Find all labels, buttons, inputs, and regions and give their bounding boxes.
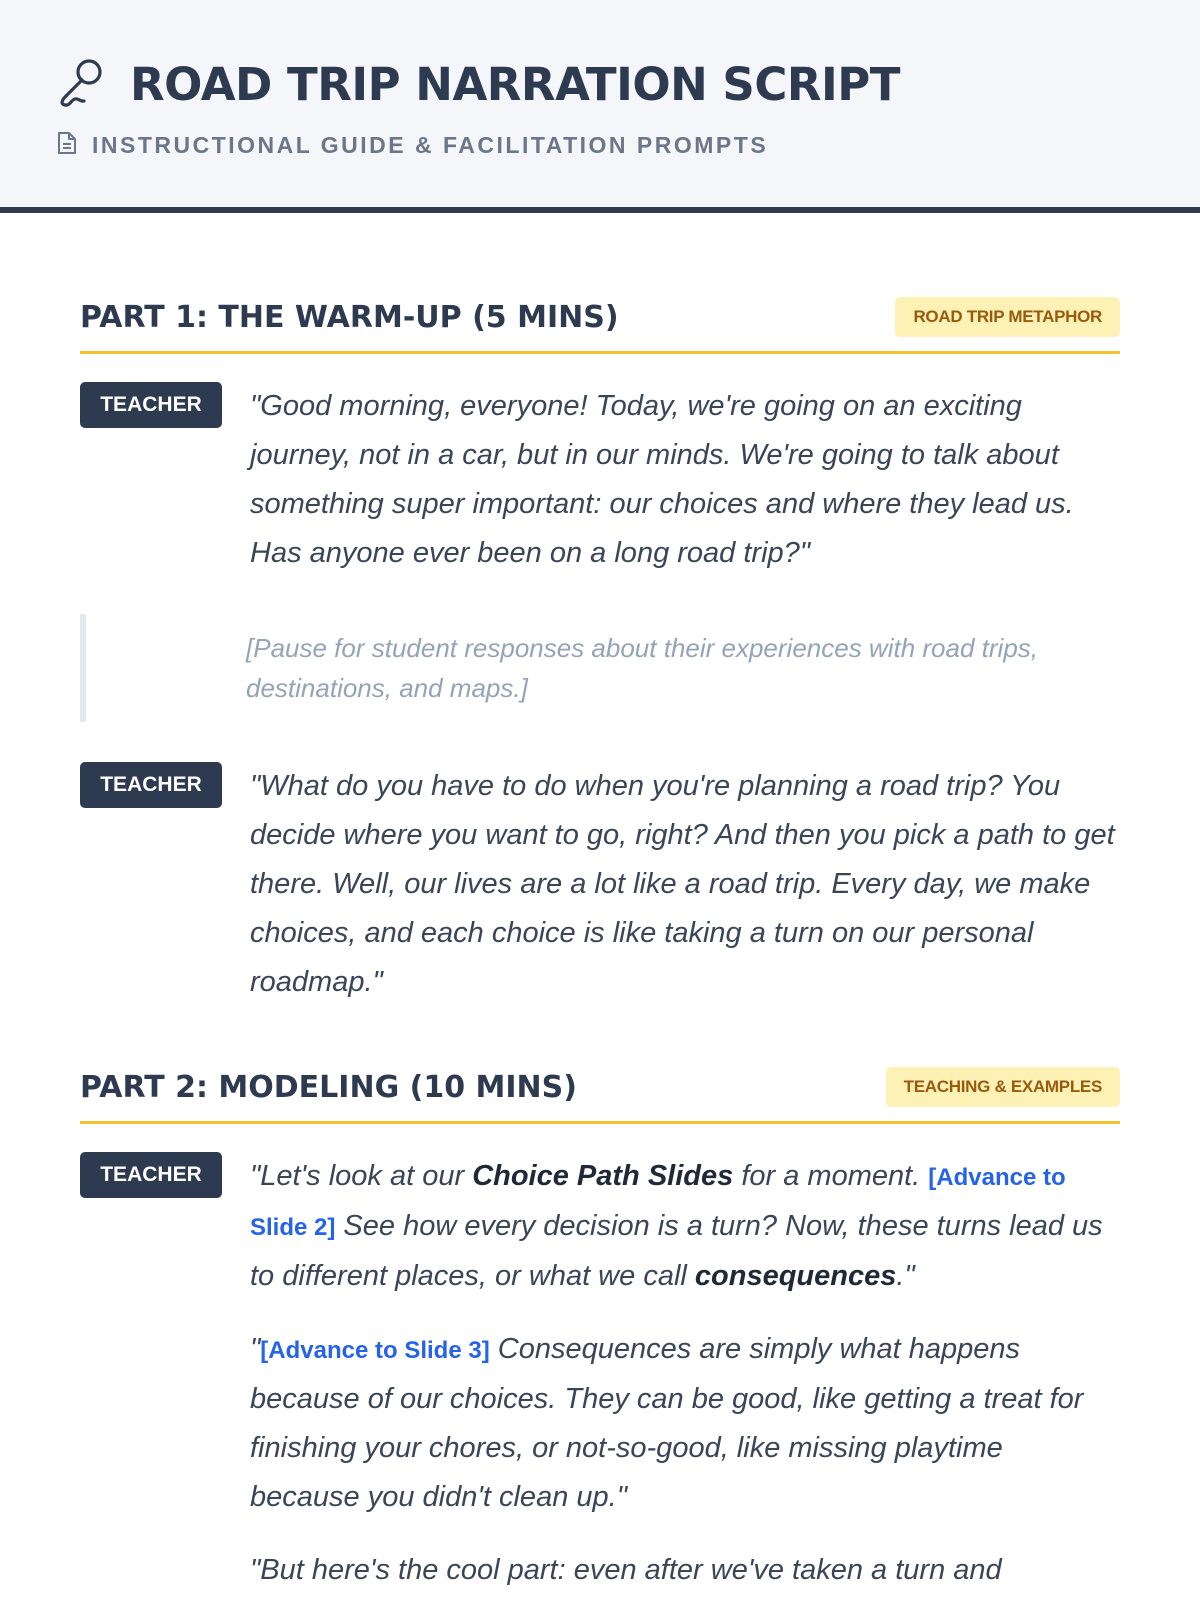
speech-paragraph: "[Advance to Slide 3] Consequences are simply what happens because of our choices. They can be good, like getting a treat for finishing your chores, or not-so-good, like missing playtime because you didn't clean up.": [250, 1333, 1084, 1513]
speech-text: [250, 382, 1120, 578]
page-subtitle: INSTRUCTIONAL GUIDE & FACILITATION PROMPTS: [92, 132, 769, 158]
script-content: [0, 213, 1200, 1595]
dialogue-line: [80, 1152, 1120, 1595]
speaker-badge: TEACHER: [80, 762, 222, 808]
section-tag: TEACHING & EXAMPLES: [886, 1067, 1120, 1107]
subtitle-row: [56, 131, 1200, 160]
emphasis-text: Choice Path Slides: [472, 1160, 734, 1192]
document-icon: [56, 131, 92, 160]
dialogue-line: [80, 382, 1120, 578]
speech-paragraph: "But here's the cool part: even after we've taken a turn and: [250, 1554, 1002, 1586]
speech-paragraph: "What do you have to do when you're planning a road trip? You decide where you want to go, right? And then you pick a path to get there. Well, our lives are a lot like a road trip. Every day, we make choices, and each choice is like taking a turn on our personal roadmap.": [250, 770, 1115, 998]
slide-cue: [Advance to Slide 2]: [250, 1164, 1066, 1241]
section-part-1: [80, 297, 1120, 1007]
section-title: PART 1: THE WARM-UP (5 MINS): [80, 299, 619, 335]
page-title: ROAD TRIP NARRATION SCRIPT: [130, 58, 900, 111]
section-part-2: [80, 1067, 1120, 1595]
microphone-icon: [56, 56, 130, 113]
section-header: [80, 1067, 1120, 1124]
stage-direction: [Pause for student responses about their experiences with road trips, destinations, and maps.]: [80, 614, 1120, 722]
page-header: [0, 0, 1200, 213]
dialogue-line: [80, 762, 1120, 1007]
section-title: PART 2: MODELING (10 MINS): [80, 1069, 577, 1105]
speaker-badge: TEACHER: [80, 382, 222, 428]
emphasis-text: consequences: [694, 1260, 897, 1292]
speech-paragraph: "Good morning, everyone! Today, we're going on an exciting journey, not in a car, but in our minds. We're going to talk about something super important: our choices and where they lead us. Has anyone ever been on a long road trip?": [250, 390, 1074, 569]
title-row: [56, 56, 1200, 113]
speech-paragraph: "Let's look at our Choice Path Slides for a moment. [Advance to Slide 2] See how every decision is a turn? Now, these turns lead us to different places, or what we call consequences.": [250, 1160, 1103, 1292]
speech-text: [250, 762, 1120, 1007]
section-tag: ROAD TRIP METAPHOR: [895, 297, 1120, 337]
slide-cue: [Advance to Slide 3]: [260, 1337, 490, 1364]
speech-text: [250, 1152, 1120, 1595]
section-header: [80, 297, 1120, 354]
speaker-badge: TEACHER: [80, 1152, 222, 1198]
